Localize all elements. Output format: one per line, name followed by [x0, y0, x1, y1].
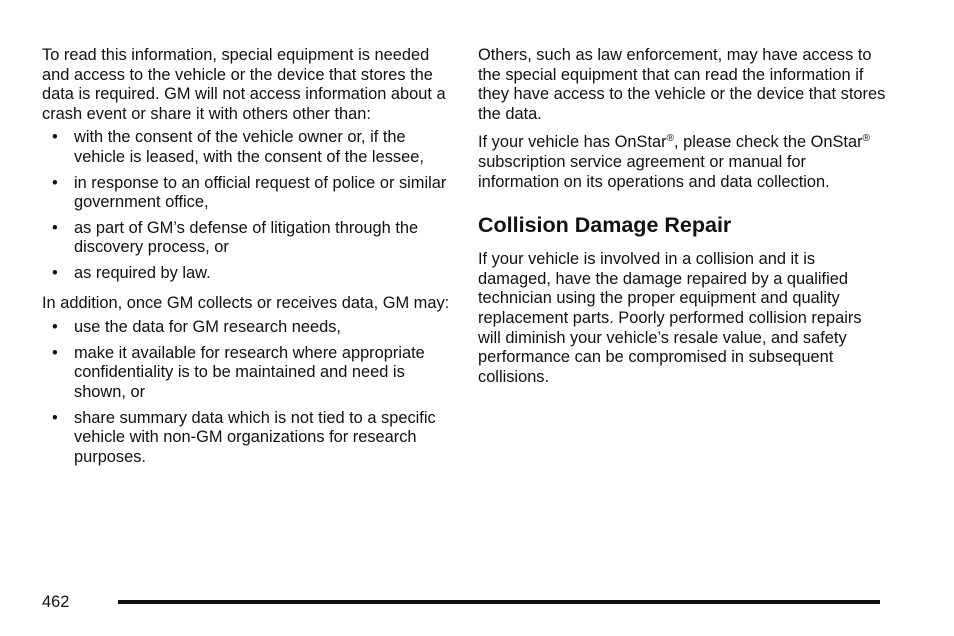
list-item	[42, 409, 452, 468]
list-item-text: use the data for GM research needs,	[74, 318, 341, 337]
onstar-paragraph	[478, 133, 888, 192]
onstar-text-b: , please check the OnStar	[673, 133, 863, 152]
list-item-text: make it available for research where appropriate confidentiality is to be maintained and need is shown, or	[74, 343, 425, 401]
list-item	[42, 128, 452, 167]
footer-rule	[118, 600, 880, 604]
left-column	[42, 46, 452, 467]
consent-list	[42, 128, 452, 283]
list-item-text: share summary data which is not tied to a specific vehicle with non-GM organizations for research purposes.	[74, 408, 436, 466]
bullet-icon: •	[52, 173, 58, 192]
others-paragraph: Others, such as law enforcement, may have access to the special equipment that can read the information if they have access to the vehicle or the device that stores the data.	[478, 46, 886, 123]
list-item-text: as part of GM’s defense of litigation through the discovery process, or	[74, 218, 419, 257]
bullet-icon: •	[52, 318, 58, 337]
onstar-text-a: If your vehicle has OnStar	[478, 133, 667, 152]
research-list	[42, 318, 452, 467]
list-item	[42, 264, 452, 284]
list-item	[42, 318, 452, 338]
list-item	[42, 219, 452, 258]
bullet-icon: •	[52, 408, 58, 427]
onstar-text-c: subscription service agreement or manual for information on its operations and data collection.	[478, 152, 830, 191]
section-heading: Collision Damage Repair	[478, 213, 732, 238]
list-item	[42, 344, 452, 403]
gm-may-paragraph: In addition, once GM collects or receives data, GM may:	[42, 293, 450, 312]
registered-mark: ®	[862, 133, 870, 145]
list-item-text: as required by law.	[74, 263, 211, 282]
list-item-text: in response to an official request of police or similar government office,	[74, 173, 447, 212]
registered-mark: ®	[666, 133, 674, 145]
bullet-icon: •	[52, 343, 58, 362]
page-number: 462	[42, 593, 70, 611]
right-column	[478, 46, 888, 387]
bullet-icon: •	[52, 263, 58, 282]
intro-paragraph: To read this information, special equipment is needed and access to the vehicle or the device that stores the data is required. GM will not access information about a crash event or share it with others other than:	[42, 46, 446, 123]
collision-paragraph: If your vehicle is involved in a collision and it is damaged, have the damage repaired by a qualified technician using the proper equipment and quality replacement parts. Poorly performed collision repairs will diminish your vehicle’s resale value, and safety performance can be compromised in subsequent collisions.	[478, 250, 862, 386]
list-item-text: with the consent of the vehicle owner or, if the vehicle is leased, with the consent of the lessee,	[74, 128, 424, 166]
list-item	[42, 174, 452, 213]
bullet-icon: •	[52, 128, 58, 147]
bullet-icon: •	[52, 218, 58, 237]
